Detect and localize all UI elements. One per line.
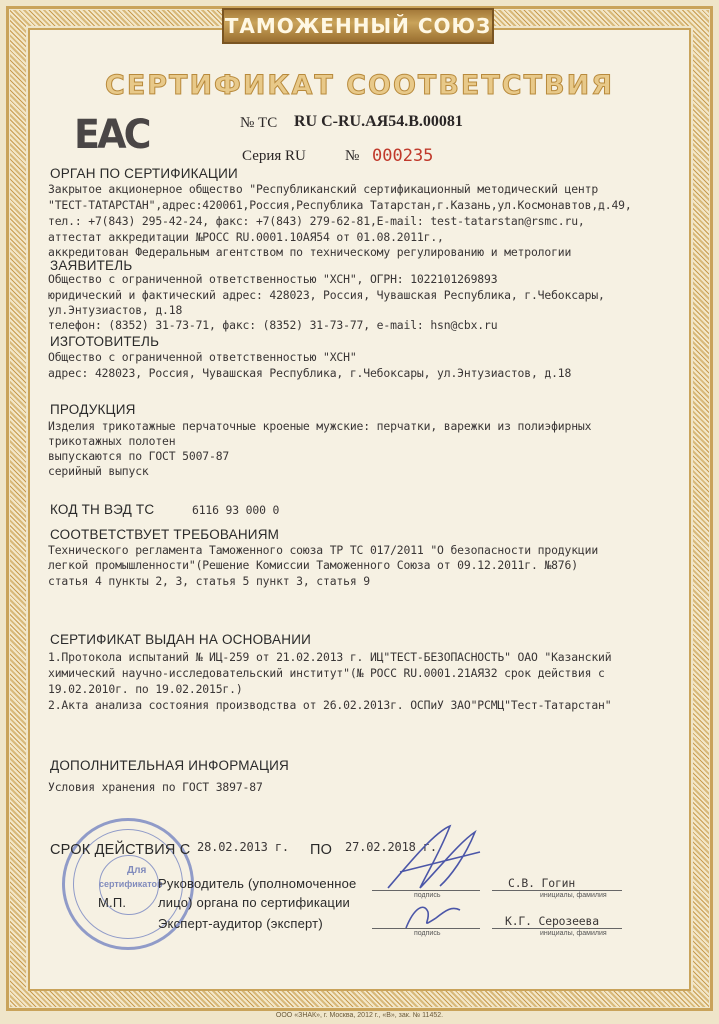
basis-heading: СЕРТИФИКАТ ВЫДАН НА ОСНОВАНИИ bbox=[50, 632, 312, 647]
basis-line: 19.02.2010г. по 19.02.2015г.) bbox=[48, 682, 243, 696]
certificate-number: RU C-RU.АЯ54.В.00081 bbox=[294, 113, 463, 130]
organ-line: тел.: +7(843) 295-42-24, факс: +7(843) 279-62-81,E-mail: test-tatarstan@rsmc.ru, bbox=[48, 214, 585, 228]
product-line: серийный выпуск bbox=[48, 464, 149, 478]
basis-line: химический научно-исследовательский институт"(№ РОСС RU.0001.21АЯ32 срок действия с bbox=[48, 666, 605, 680]
organ-heading: ОРГАН ПО СЕРТИФИКАЦИИ bbox=[50, 166, 238, 181]
requirements-heading: СООТВЕТСТВУЕТ ТРЕБОВАНИЯМ bbox=[50, 527, 280, 542]
applicant-line: юридический и фактический адрес: 428023, Россия, Чувашская Республика, г.Чебоксары, bbox=[48, 288, 605, 302]
certificate-title: СЕРТИФИКАТ СООТВЕТСТВИЯ bbox=[105, 70, 614, 101]
validity-from: 28.02.2013 г. bbox=[197, 840, 289, 854]
manufacturer-line: адрес: 428023, Россия, Чувашская Республика, г.Чебоксары, ул.Энтузиастов, д.18 bbox=[48, 366, 572, 380]
stamp-text: Для bbox=[127, 865, 147, 876]
basis-line: 2.Акта анализа состояния производства от 26.02.2013г. ОСПиУ ЗАО"РСМЦ"Тест-Татарстан" bbox=[48, 698, 612, 712]
organ-line: Закрытое акционерное общество "Республиканский сертификационный методический центр bbox=[48, 182, 599, 196]
product-line: Изделия трикотажные перчаточные кроеные мужские: перчатки, варежки из полиэфирных bbox=[48, 419, 592, 433]
requirements-line: легкой промышленности"(Решение Комиссии Таможенного Союза от 09.12.2011г. №876) bbox=[48, 558, 578, 572]
printer-footer: ООО «ЗНАК», г. Москва, 2012 г., «В», зак. № 11452. bbox=[275, 1012, 444, 1019]
series-label: Серия RU bbox=[242, 148, 306, 164]
expert-title: Эксперт-аудитор (эксперт) bbox=[158, 916, 323, 931]
head-title-line1: Руководитель (уполномоченное bbox=[158, 876, 357, 891]
eac-logo: EAC bbox=[73, 112, 149, 158]
series-number-label: № bbox=[345, 148, 360, 164]
head-name: С.В. Гогин bbox=[508, 876, 576, 890]
requirements-line: Технического регламента Таможенного союза ТР ТС 017/2011 "О безопасности продукции bbox=[48, 543, 599, 557]
applicant-heading: ЗАЯВИТЕЛЬ bbox=[50, 258, 133, 273]
requirements-line: статья 4 пункты 2, 3, статья 5 пункт 3, статья 9 bbox=[48, 574, 370, 588]
product-line: трикотажных полотен bbox=[48, 434, 176, 448]
additional-line: Условия хранения по ГОСТ 3897-87 bbox=[48, 780, 263, 794]
expert-signature bbox=[400, 898, 470, 934]
applicant-line: Общество с ограниченной ответственностью "ХСН", ОГРН: 1022101269893 bbox=[48, 272, 498, 286]
sign-caption: подпись bbox=[414, 892, 441, 899]
organ-line: аттестат аккредитации №РОСС RU.0001.10АЯ54 от 01.08.2011г., bbox=[48, 230, 444, 244]
code-value: 6116 93 000 0 bbox=[192, 503, 280, 517]
customs-union-banner: ТАМОЖЕННЫЙ СОЮЗ bbox=[222, 8, 494, 44]
organ-line: "ТЕСТ-ТАТАРСТАН",адрес:420061,Россия,Республика Татарстан,г.Казань,ул.Космонавтов,д.49, bbox=[48, 198, 632, 212]
stamp-text: сертификатов bbox=[99, 879, 163, 889]
manufacturer-heading: ИЗГОТОВИТЕЛЬ bbox=[50, 334, 160, 349]
initials-caption: инициалы, фамилия bbox=[540, 892, 607, 899]
additional-heading: ДОПОЛНИТЕЛЬНАЯ ИНФОРМАЦИЯ bbox=[50, 758, 289, 773]
organ-line: аккредитован Федеральным агентством по техническому регулированию и метрологии bbox=[48, 245, 572, 259]
head-title-line2: лицо) органа по сертификации bbox=[158, 895, 350, 910]
number-label: № ТС bbox=[240, 115, 278, 131]
validity-label: СРОК ДЕЙСТВИЯ С bbox=[50, 842, 191, 858]
series-number: 000235 bbox=[372, 146, 434, 166]
basis-line: 1.Протокола испытаний № ИЦ-259 от 21.02.2013 г. ИЦ"ТЕСТ-БЕЗОПАСНОСТЬ" ОАО "Казанский bbox=[48, 650, 612, 664]
expert-name-line bbox=[492, 928, 622, 929]
expert-name: К.Г. Серозеева bbox=[505, 914, 599, 928]
manufacturer-line: Общество с ограниченной ответственностью "ХСН" bbox=[48, 350, 357, 364]
sign-caption: подпись bbox=[414, 930, 441, 937]
initials-caption: инициалы, фамилия bbox=[540, 930, 607, 937]
product-line: выпускаются по ГОСТ 5007-87 bbox=[48, 449, 230, 463]
validity-to: 27.02.2018 г. bbox=[345, 840, 437, 854]
product-heading: ПРОДУКЦИЯ bbox=[50, 402, 136, 417]
applicant-line: телефон: (8352) 31-73-71, факс: (8352) 31-73-77, e-mail: hsn@cbx.ru bbox=[48, 318, 498, 332]
applicant-line: ул.Энтузиастов, д.18 bbox=[48, 303, 183, 317]
head-signature bbox=[380, 822, 490, 894]
validity-to-label: ПО bbox=[310, 842, 333, 858]
mp-label: М.П. bbox=[98, 895, 127, 910]
code-label: КОД ТН ВЭД ТС bbox=[50, 502, 155, 517]
head-name-line bbox=[492, 890, 622, 891]
